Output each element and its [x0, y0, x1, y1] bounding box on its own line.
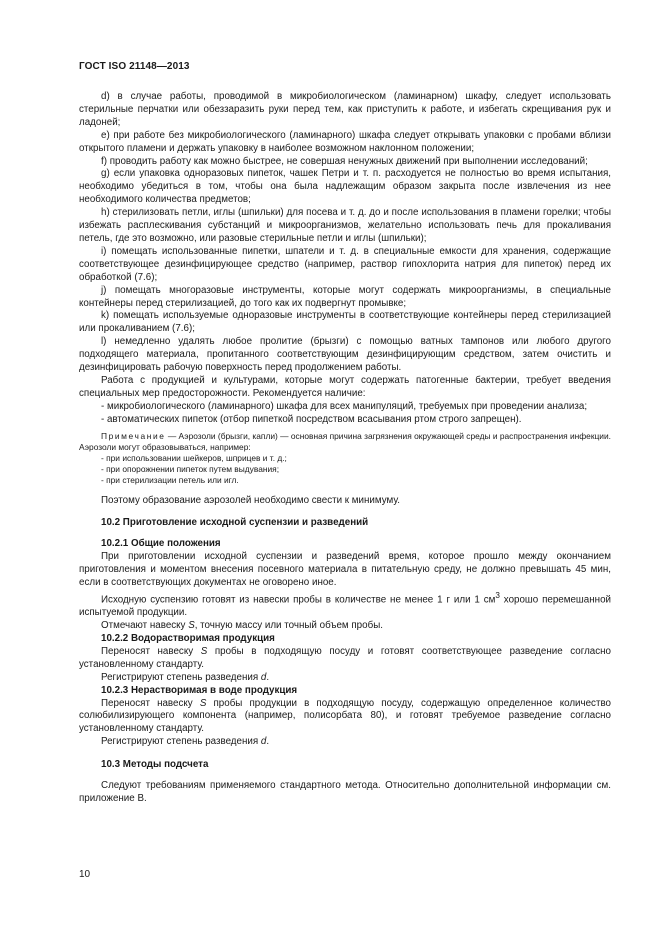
variable: S: [199, 697, 207, 709]
text-run: пробы продукции в подходящую посуду, содержащую определенное количество солюбилизирующего компонента (например, полисорбата 80), и готовят требуемое разведение согласно установленному стандарту.: [79, 697, 611, 735]
text-run: Отмечают навеску: [101, 620, 189, 632]
note-label: Примечание: [101, 430, 166, 441]
pathogen-item: - микробиологического (ламинарного) шкафа для всех манипуляций, требуемых при проведении анализа;: [101, 400, 588, 412]
pathogen-item: - автоматических пипеток (отбор пипеткой посредством всасывания ртом строго запрещен).: [101, 413, 522, 425]
section-10-2-3-para-2: [79, 736, 611, 749]
section-10-2-2-heading: 10.2.2 Водорастворимая продукция: [101, 633, 275, 644]
pathogen-paragraph: Работа с продукцией и культурами, которые могут содержать патогенные бактерии, требует введения специальных мер предосторожности. Рекомендуется наличие:: [79, 374, 611, 399]
section-10-2-3-heading: 10.2.3 Нерастворимая в воде продукция: [101, 684, 298, 696]
section-10-3-heading: 10.3 Методы подсчета: [101, 759, 209, 771]
text-run: .: [266, 736, 270, 748]
section-10-2-1-para-1: При приготовлении исходной суспензии и разведений время, которое прошло между окончанием приготовления и моментом внесения посевного материала в питательную среду, не должно превышать 45 мин, если в соответствующих документах не оговорено иное.: [79, 551, 611, 589]
text-run: .: [266, 671, 270, 683]
list-item-f: f) проводить работу как можно быстрее, не совершая ненужных движений при выполнении исследований;: [101, 155, 588, 167]
document-body: [79, 91, 611, 806]
list-item-e: e) при работе без микробиологического (ламинарного) шкафа следует открывать упаковки с пробами вблизи открытого пламени и держать упаковку в наиболее возможном наклонном положении;: [79, 129, 611, 154]
text-run: Регистрируют степень разведения: [101, 671, 261, 683]
text-run: Переносят навеску: [101, 697, 200, 709]
variable: d: [260, 671, 267, 683]
list-item-h: h) стерилизовать петли, иглы (шпильки) для посева и т. д. до и после использования в пламени горелки; чтобы избежать расплескивания субстанций и микроорганизмов, желательно использовать печь для прокаливания петель, где это возможно, или разовые стерильные петли и иглы (шпильки);: [79, 207, 611, 244]
note-item: - при опорожнении пипеток путем выдувания;: [101, 464, 280, 475]
section-10-2-1-para-3: [79, 620, 611, 633]
list-item-k: k) помещать используемые одноразовые инструменты в соответствующие контейнеры перед стерилизацией или прокаливанием (7.6);: [79, 310, 611, 335]
variable: S: [200, 645, 208, 657]
variable: S: [188, 620, 195, 632]
list-item-l: l) немедленно удалять любое пролитие (брызги) с помощью ватных тампонов или любого другого подходящего материала, пропитанного соответствующим дезинфицирующим средством, затем очистить и дезинфицировать рабочую поверхность перед продолжением работы.: [79, 336, 611, 374]
text-run: , точную массу или точный объем пробы.: [194, 620, 383, 632]
section-10-2-heading: 10.2 Приготовление исходной суспензии и разведений: [101, 517, 369, 529]
list-item-i: i) помещать использованные пипетки, шпатели и т. д. в специальные емкости для хранения, содержащие соответствующее дезинфицирующее средство (например, раствор гипохлорита натрия для пипеток) перед их обработкой (7.6);: [79, 245, 611, 283]
section-10-2-2-para-2: [79, 672, 611, 685]
section-10-2-3-para-1: [79, 698, 611, 737]
list-item-d: d) в случае работы, проводимой в микробиологическом (ламинарном) шкафу, следует использовать стерильные перчатки или обеззаразить руки перед тем, как приступить к работе, и избегать скрещивания рук и ладоней;: [79, 91, 611, 128]
section-10-3-para-1: Следуют требованиям применяемого стандартного метода. Относительно дополнительной информации см. приложение В.: [79, 780, 611, 804]
section-10-2-2-para-1: [79, 646, 611, 672]
text-run: Переносят навеску: [101, 645, 201, 657]
superscript: 3: [495, 591, 500, 601]
list-item-g: g) если упаковка одноразовых пипеток, чашек Петри и т. п. расходуется не полностью во время испытания, необходимо убедиться в том, чтобы она была надлежащим образом закрыта после извлечения из нее необходимого количества предметов;: [79, 168, 611, 206]
section-10-2-1-para-2: [79, 590, 611, 620]
note-text: — Аэрозоли (брызги, капли) — основная причина загрязнения окружающей среды и распространения инфекции. Аэрозоли могут образовываться, например:: [79, 430, 611, 452]
page-number: 10: [79, 869, 91, 880]
list-item-j: j) помещать многоразовые инструменты, которые могут содержать микроорганизмы, в специальные контейнеры перед стерилизацией, до того как их подвергнут промывке;: [79, 284, 611, 309]
note-paragraph: [79, 431, 611, 453]
text-run: Исходную суспензию готовят из навески пробы в количестве не менее 1 г или 1 см: [101, 594, 496, 606]
variable: d: [260, 736, 267, 748]
text-run: Регистрируют степень разведения: [101, 736, 261, 748]
note-item: - при использовании шейкеров, шприцев и т. д.;: [101, 452, 287, 463]
section-10-2-1-heading: 10.2.1 Общие положения: [101, 538, 221, 550]
text-run: хорошо перемешанной испытуемой продукции.: [79, 594, 611, 619]
document-header: ГОСТ ISO 21148—2013: [79, 61, 190, 72]
note-item: - при стерилизации петель или игл.: [101, 475, 239, 486]
text-run: пробы в подходящую посуду и готовят соответствующее разведение согласно установленному стандарту.: [79, 645, 611, 670]
aerosol-paragraph: Поэтому образование аэрозолей необходимо свести к минимуму.: [101, 494, 400, 506]
